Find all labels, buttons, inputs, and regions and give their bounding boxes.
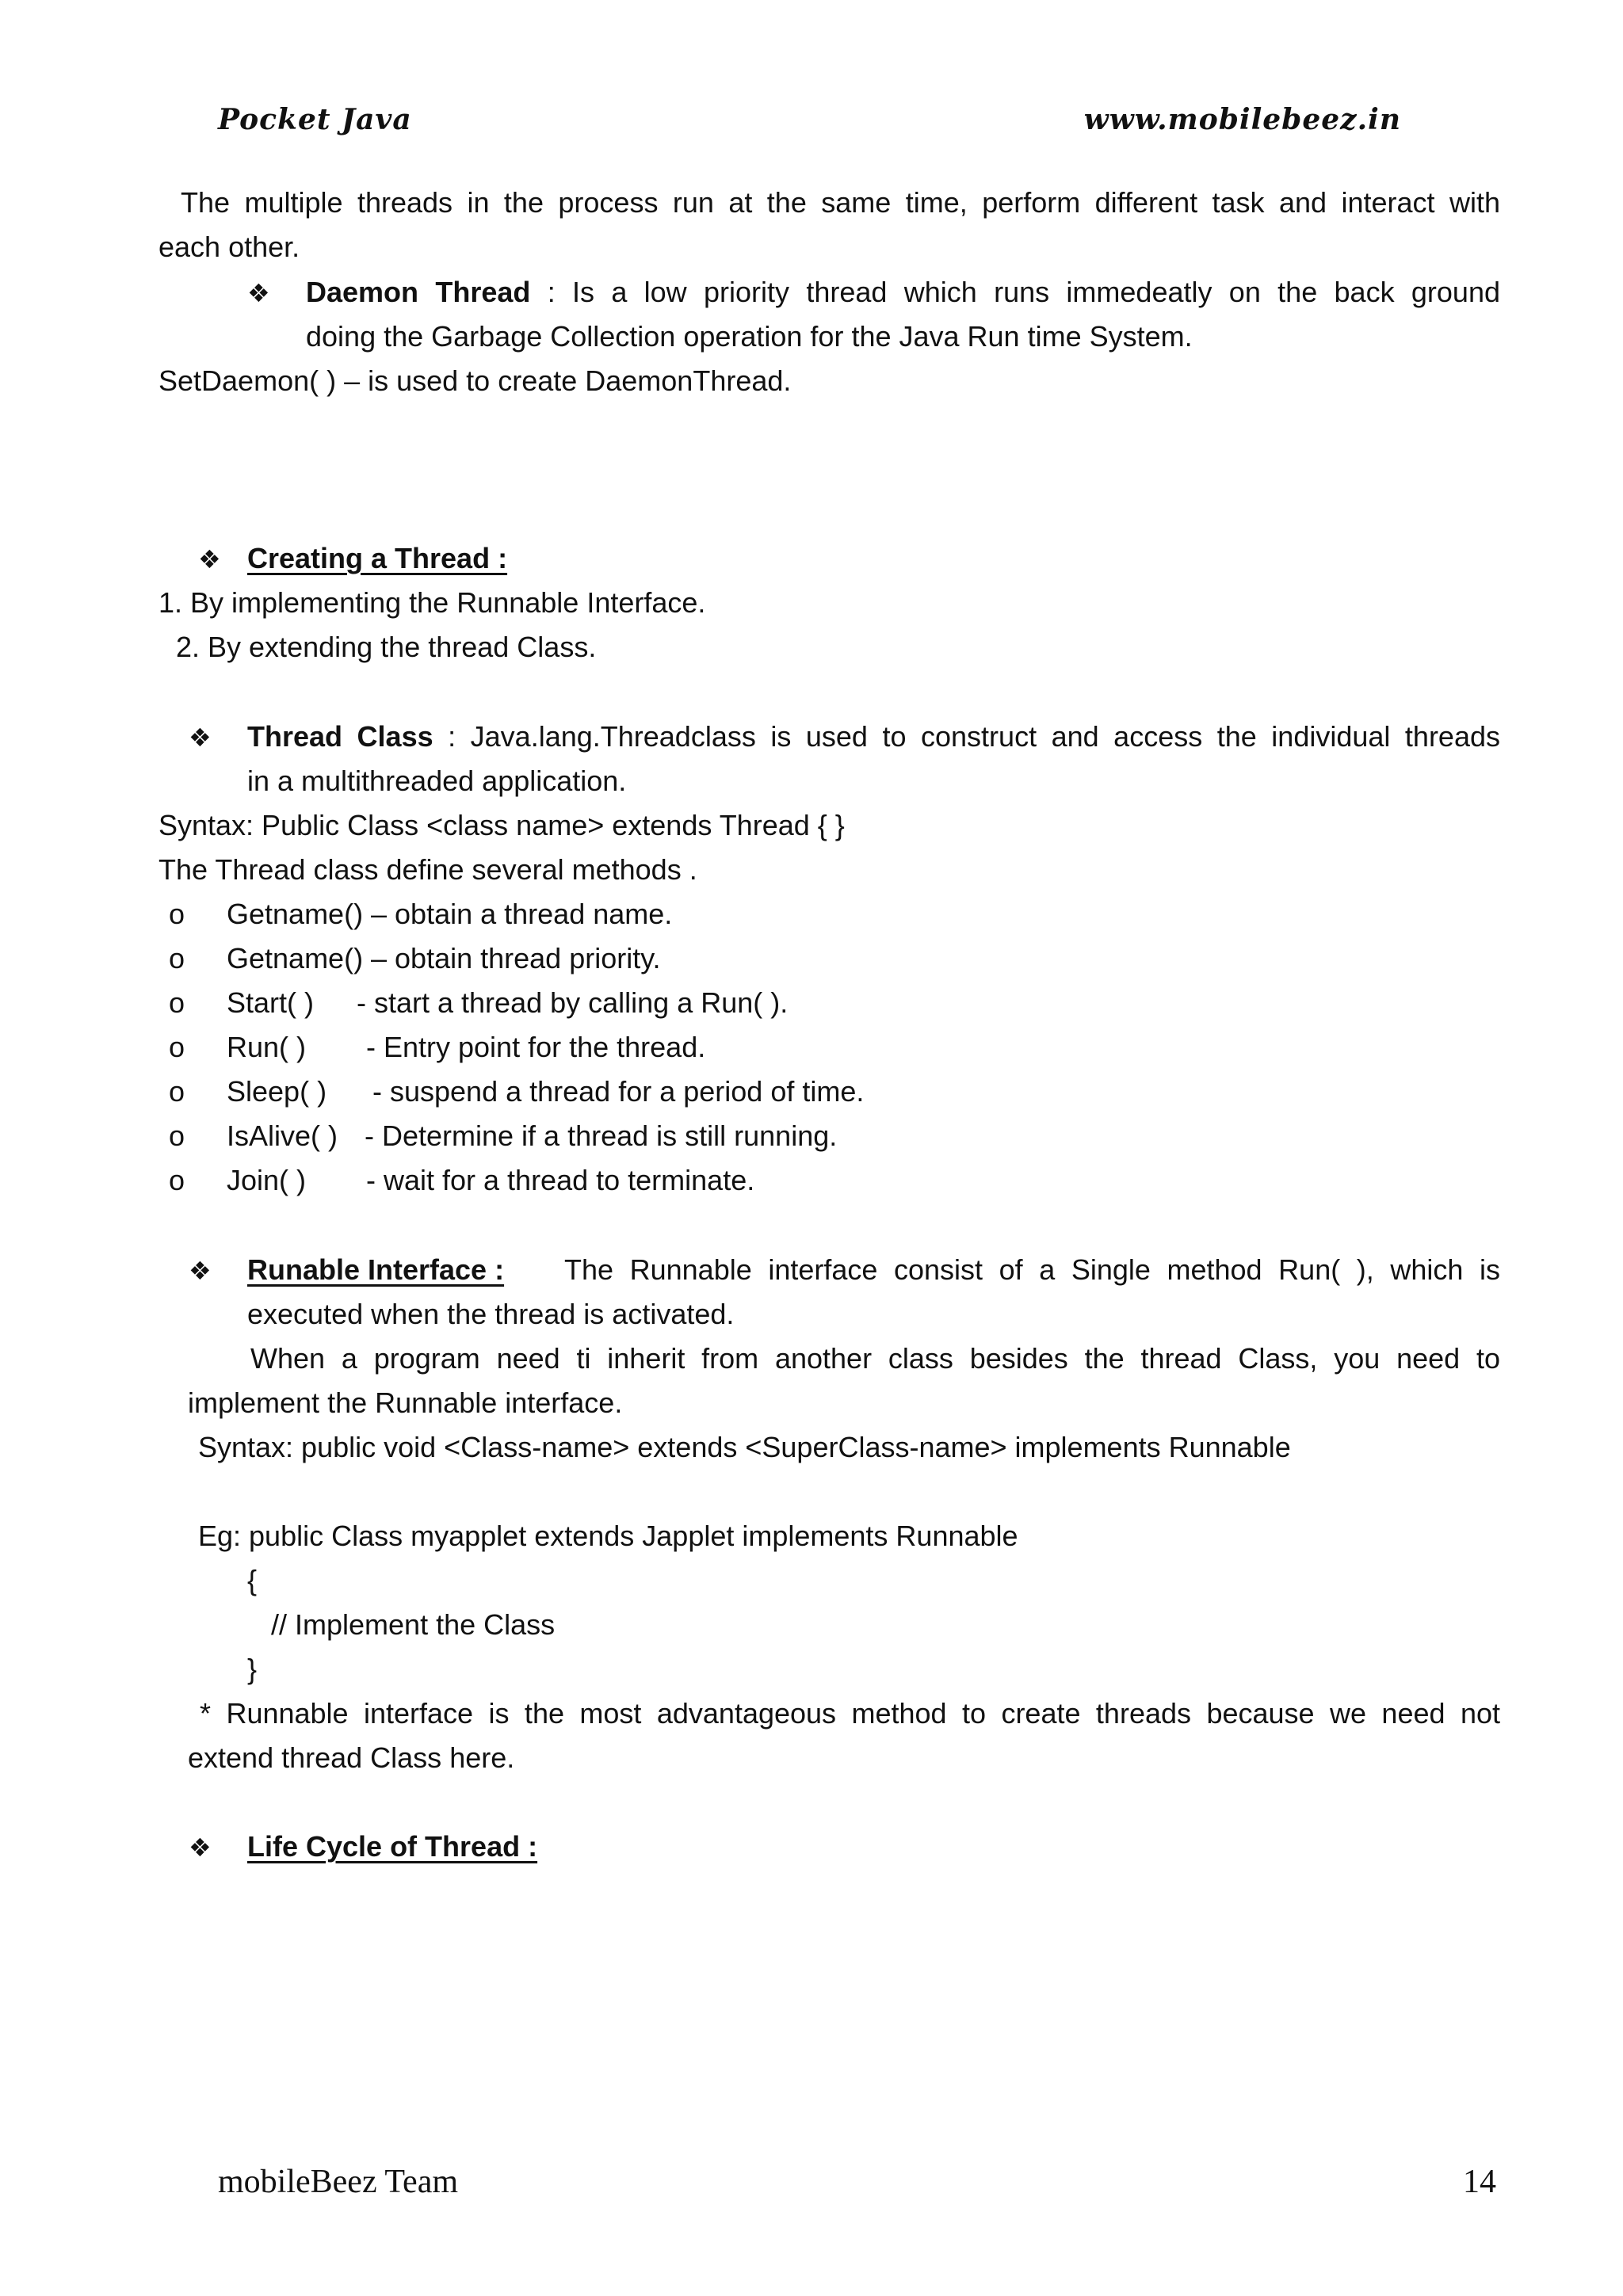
method-name: Getname() bbox=[227, 898, 364, 930]
runnable-note-1: * Runnable interface is the most advantageous method to create threads because we need not bbox=[200, 1697, 1500, 1730]
diamond-bullet-icon: ❖ bbox=[247, 278, 270, 308]
diamond-bullet-icon: ❖ bbox=[189, 1256, 212, 1286]
example-brace-open: { bbox=[247, 1564, 258, 1596]
thread-class-line-1 bbox=[247, 715, 1500, 759]
intro-line-2: each other. bbox=[158, 231, 300, 263]
header-website: www.mobilebeez.in bbox=[1083, 103, 1401, 136]
list-marker: o bbox=[169, 1119, 185, 1152]
daemon-definition: : Is a low priority thread which runs immedeatly on the back ground bbox=[530, 276, 1500, 308]
footer-team: mobileBeez Team bbox=[218, 2164, 459, 2200]
method-desc: - wait for a thread to terminate. bbox=[366, 1164, 755, 1196]
setdaemon-line: SetDaemon( ) – is used to create DaemonThread. bbox=[158, 364, 792, 397]
list-marker: o bbox=[169, 986, 185, 1019]
lifecycle-heading: Life Cycle of Thread : bbox=[247, 1830, 538, 1863]
runnable-example: Eg: public Class myapplet extends Japplet implements Runnable bbox=[198, 1520, 1018, 1552]
thread-class-term: Thread Class bbox=[247, 720, 433, 753]
list-marker: o bbox=[169, 1075, 185, 1108]
diamond-bullet-icon: ❖ bbox=[189, 723, 212, 753]
intro-line-1: The multiple threads in the process run at the same time, perform different task and interact with bbox=[181, 186, 1500, 219]
list-marker: o bbox=[169, 942, 185, 974]
runnable-heading: Runable Interface : bbox=[247, 1253, 505, 1286]
runnable-syntax: Syntax: public void <Class-name> extends <SuperClass-name> implements Runnable bbox=[198, 1431, 1291, 1463]
creating-item-2: 2. By extending the thread Class. bbox=[176, 631, 597, 663]
runnable-line-3: When a program need ti inherit from another class besides the thread Class, you need to bbox=[250, 1342, 1500, 1375]
list-marker: o bbox=[169, 898, 185, 930]
method-desc: - Determine if a thread is still running. bbox=[365, 1119, 838, 1152]
creating-thread-heading: Creating a Thread : bbox=[247, 542, 508, 574]
method-name: Sleep( ) bbox=[227, 1075, 327, 1108]
method-name: Join( ) bbox=[227, 1164, 307, 1196]
method-desc: - Entry point for the thread. bbox=[366, 1031, 706, 1063]
header-title: Pocket Java bbox=[218, 103, 412, 136]
method-name: Getname() bbox=[227, 942, 364, 974]
runnable-note-2: extend thread Class here. bbox=[188, 1741, 515, 1774]
diamond-bullet-icon: ❖ bbox=[198, 544, 221, 574]
thread-class-syntax: Syntax: Public Class <class name> extends Thread { } bbox=[158, 809, 845, 841]
page-number: 14 bbox=[1463, 2164, 1496, 2200]
method-name: Run( ) bbox=[227, 1031, 307, 1063]
runnable-line-1: The Runnable interface consist of a Single method Run( ), which is bbox=[564, 1253, 1500, 1286]
method-name: IsAlive( ) bbox=[227, 1119, 338, 1152]
creating-item-1: 1. By implementing the Runnable Interface. bbox=[158, 586, 706, 619]
method-desc: - suspend a thread for a period of time. bbox=[372, 1075, 865, 1108]
method-desc: – obtain thread priority. bbox=[371, 942, 661, 974]
runnable-line-4: implement the Runnable interface. bbox=[188, 1386, 623, 1419]
thread-class-definition: : Java.lang.Threadclass is used to construct and access the individual threads bbox=[433, 720, 1500, 753]
method-desc: - start a thread by calling a Run( ). bbox=[357, 986, 789, 1019]
method-desc: – obtain a thread name. bbox=[371, 898, 673, 930]
diamond-bullet-icon: ❖ bbox=[189, 1833, 212, 1863]
method-name: Start( ) bbox=[227, 986, 315, 1019]
thread-class-methods-intro: The Thread class define several methods . bbox=[158, 853, 697, 886]
daemon-line-2: doing the Garbage Collection operation for the Java Run time System. bbox=[306, 320, 1193, 353]
list-marker: o bbox=[169, 1164, 185, 1196]
example-comment: // Implement the Class bbox=[271, 1608, 556, 1641]
example-brace-close: } bbox=[247, 1653, 258, 1685]
runnable-line-2: executed when the thread is activated. bbox=[247, 1298, 735, 1330]
daemon-term: Daemon Thread bbox=[306, 276, 531, 308]
list-marker: o bbox=[169, 1031, 185, 1063]
thread-class-line-2: in a multithreaded application. bbox=[247, 765, 627, 797]
daemon-line-1 bbox=[306, 270, 1500, 315]
